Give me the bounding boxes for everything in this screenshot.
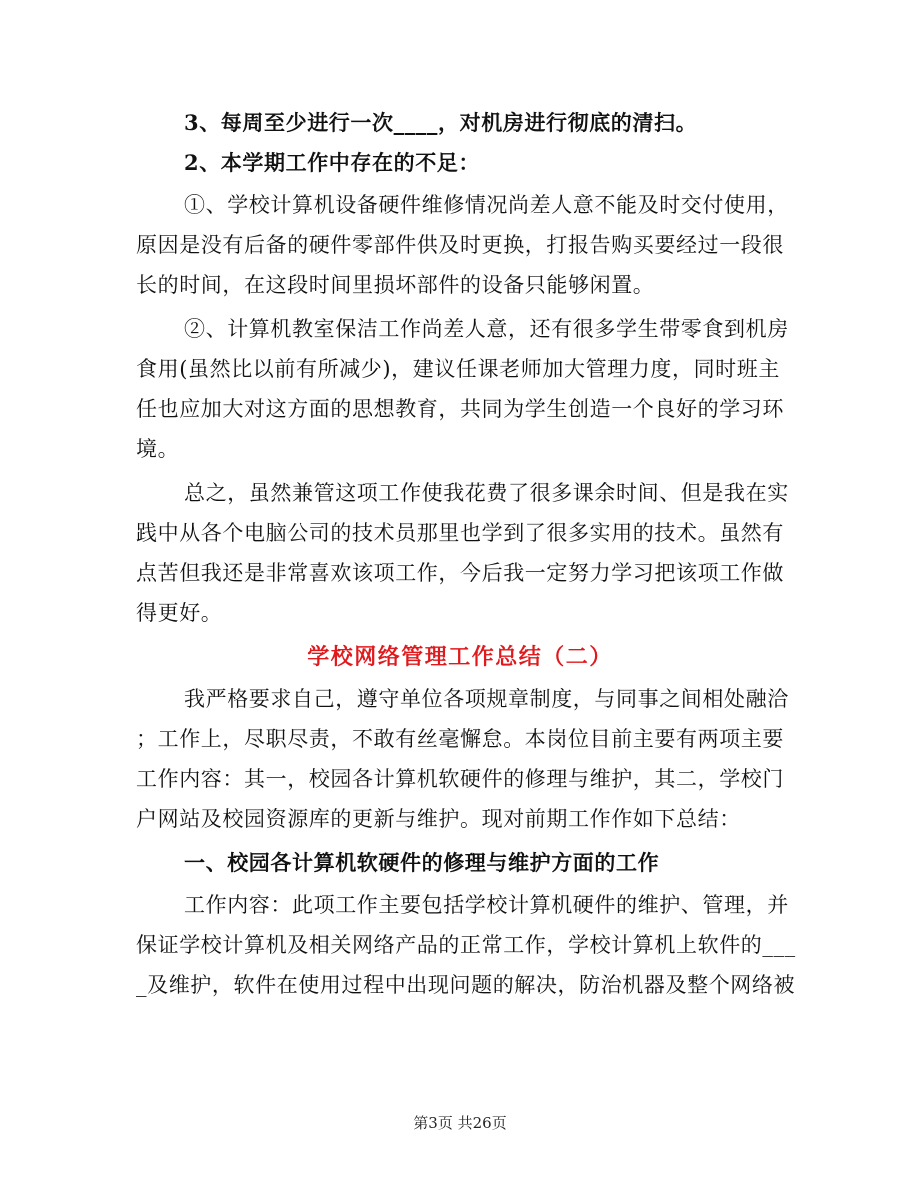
paragraph-line: 工作内容：其一，校园各计算机软硬件的修理与维护，其二，学校门 <box>136 767 784 791</box>
page-number-footer: 第3页 共26页 <box>413 1114 507 1132</box>
paragraph-line: _及维护，软件在使用过程中出现问题的解决，防治机器及整个网络被 <box>136 973 796 997</box>
paragraph-line: ；工作上，尽职尽责，不敢有丝毫懈怠。本岗位目前主要有两项主要 <box>136 727 784 751</box>
paragraph-line: 工作内容：此项工作主要包括学校计算机硬件的维护、管理，并 <box>184 893 789 917</box>
list-item-weekly-cleaning: 3、每周至少进行一次____，对机房进行彻底的清扫。 <box>184 110 698 135</box>
paragraph-line: 长的时间，在这段时间里损坏部件的设备只能够闲置。 <box>136 273 655 297</box>
paragraph-line: 境。 <box>136 437 180 461</box>
paragraph-line: 践中从各个电脑公司的技术员那里也学到了很多实用的技术。虽然有 <box>136 521 784 545</box>
subsection-heading: 一、校园各计算机软硬件的修理与维护方面的工作 <box>184 850 660 875</box>
paragraph-line: 得更好。 <box>136 601 223 625</box>
paragraph-line: 户网站及校园资源库的更新与维护。现对前期工作作如下总结： <box>136 807 741 831</box>
paragraph-line: 我严格要求自己，遵守单位各项规章制度，与同事之间相处融洽 <box>184 687 789 711</box>
paragraph-line: 点苦但我还是非常喜欢该项工作，今后我一定努力学习把该项工作做 <box>136 561 784 585</box>
paragraph-line: ①、学校计算机设备硬件维修情况尚差人意不能及时交付使用， <box>184 193 789 217</box>
paragraph-line: 总之，虽然兼管这项工作使我花费了很多课余时间、但是我在实 <box>184 481 789 505</box>
section-title: 学校网络管理工作总结（二） <box>307 644 613 670</box>
paragraph-line: ②、计算机教室保洁工作尚差人意，还有很多学生带零食到机房 <box>184 317 789 341</box>
paragraph-line: 保证学校计算机及相关网络产品的正常工作，学校计算机上软件的___ <box>136 933 796 957</box>
paragraph-line: 原因是没有后备的硬件零部件供及时更换，打报告购买要经过一段很 <box>136 233 784 257</box>
section-heading-shortcomings: 2、本学期工作中存在的不足： <box>184 150 481 175</box>
paragraph-line: 食用(虽然比以前有所减少)，建议任课老师加大管理力度，同时班主 <box>136 357 780 381</box>
paragraph-line: 任也应加大对这方面的思想教育，共同为学生创造一个良好的学习环 <box>136 397 784 421</box>
